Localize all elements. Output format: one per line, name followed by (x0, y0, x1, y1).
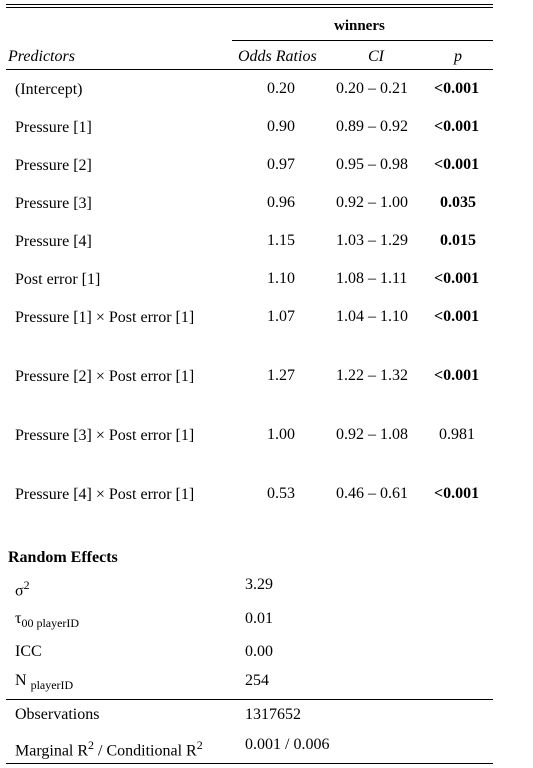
p-value-cell: <0.001 (434, 308, 480, 325)
p-value-cell: 0.981 (439, 426, 475, 443)
marginal-r-sup: 2 (88, 738, 95, 752)
top-rule-2 (6, 7, 493, 8)
p-value-cell: <0.001 (434, 367, 480, 384)
icc-value: 0.00 (245, 643, 273, 660)
predictor-cell: Post error [1] (15, 271, 101, 288)
sigma-squared-value: 3.29 (245, 576, 273, 593)
ci-cell: 1.22 – 1.32 (336, 367, 408, 384)
n-value: 254 (245, 672, 269, 689)
ci-cell: 0.95 – 0.98 (336, 156, 408, 173)
p-value-cell: <0.001 (434, 156, 480, 173)
p-value-cell: 0.015 (440, 232, 476, 249)
odds-ratio-cell: 0.96 (267, 194, 295, 211)
odds-ratio-cell: 1.15 (267, 232, 295, 249)
ci-cell: 0.46 – 0.61 (336, 485, 408, 502)
n-symbol: N (15, 672, 27, 689)
n-label (15, 671, 73, 695)
observations-label: Observations (15, 706, 100, 723)
top-rule (6, 4, 493, 5)
odds-ratio-cell: 1.10 (267, 270, 295, 287)
tau-symbol: τ (15, 610, 22, 627)
fit-rule (6, 699, 493, 700)
p-value-cell: <0.001 (434, 270, 480, 287)
predictor-cell: Pressure [4] (15, 233, 92, 250)
sigma-squared-label (15, 575, 30, 601)
ci-cell: 0.89 – 0.92 (336, 118, 408, 135)
dependent-variable-header: winners (334, 18, 385, 34)
conditional-r-label: / Conditional R (94, 742, 197, 760)
observations-value: 1317652 (245, 706, 301, 723)
predictor-cell: Pressure [1] (15, 119, 92, 136)
tau-value: 0.01 (245, 610, 273, 627)
odds-ratio-cell: 1.00 (267, 426, 295, 443)
ci-cell: 0.92 – 1.00 (336, 194, 408, 211)
predictor-cell: Pressure [2] × Post error [1] (15, 368, 195, 385)
tau-label (15, 609, 79, 633)
p-value-cell: 0.035 (440, 194, 476, 211)
odds-ratio-cell: 0.97 (267, 156, 295, 173)
dv-underline (232, 40, 493, 41)
marginal-r-label: Marginal R (15, 742, 89, 760)
col-header-ci: CI (368, 48, 384, 65)
n-subscript: playerID (30, 678, 74, 693)
header-rule (6, 69, 493, 70)
predictor-cell: Pressure [3] × Post error [1] (15, 427, 195, 444)
p-value-cell: <0.001 (434, 485, 480, 502)
sigma-superscript: 2 (23, 578, 30, 592)
col-header-odds-ratios: Odds Ratios (238, 48, 317, 65)
p-value-cell: <0.001 (434, 80, 480, 97)
icc-label: ICC (15, 643, 42, 660)
r-squared-label (15, 735, 203, 761)
sigma-symbol: σ (15, 582, 24, 600)
random-effects-title: Random Effects (8, 549, 118, 566)
odds-ratio-cell: 1.27 (267, 367, 295, 384)
conditional-r-sup: 2 (196, 738, 203, 752)
col-header-p: p (454, 48, 462, 65)
predictor-cell: (Intercept) (15, 81, 83, 98)
predictor-cell: Pressure [3] (15, 195, 92, 212)
ci-cell: 0.92 – 1.08 (336, 426, 408, 443)
odds-ratio-cell: 0.53 (267, 485, 295, 502)
odds-ratio-cell: 0.20 (267, 80, 295, 97)
ci-cell: 1.08 – 1.11 (336, 270, 408, 287)
predictor-cell: Pressure [1] × Post error [1] (15, 309, 195, 326)
tau-subscript: 00 playerID (21, 616, 80, 631)
col-header-predictors: Predictors (8, 48, 75, 65)
predictor-cell: Pressure [2] (15, 157, 92, 174)
p-value-cell: <0.001 (434, 118, 480, 135)
ci-cell: 1.04 – 1.10 (336, 308, 408, 325)
predictor-cell: Pressure [4] × Post error [1] (15, 486, 195, 503)
r-squared-value: 0.001 / 0.006 (245, 736, 330, 753)
odds-ratio-cell: 1.07 (267, 308, 295, 325)
odds-ratio-cell: 0.90 (267, 118, 295, 135)
ci-cell: 0.20 – 0.21 (336, 80, 408, 97)
bottom-rule (6, 763, 493, 764)
ci-cell: 1.03 – 1.29 (336, 232, 408, 249)
